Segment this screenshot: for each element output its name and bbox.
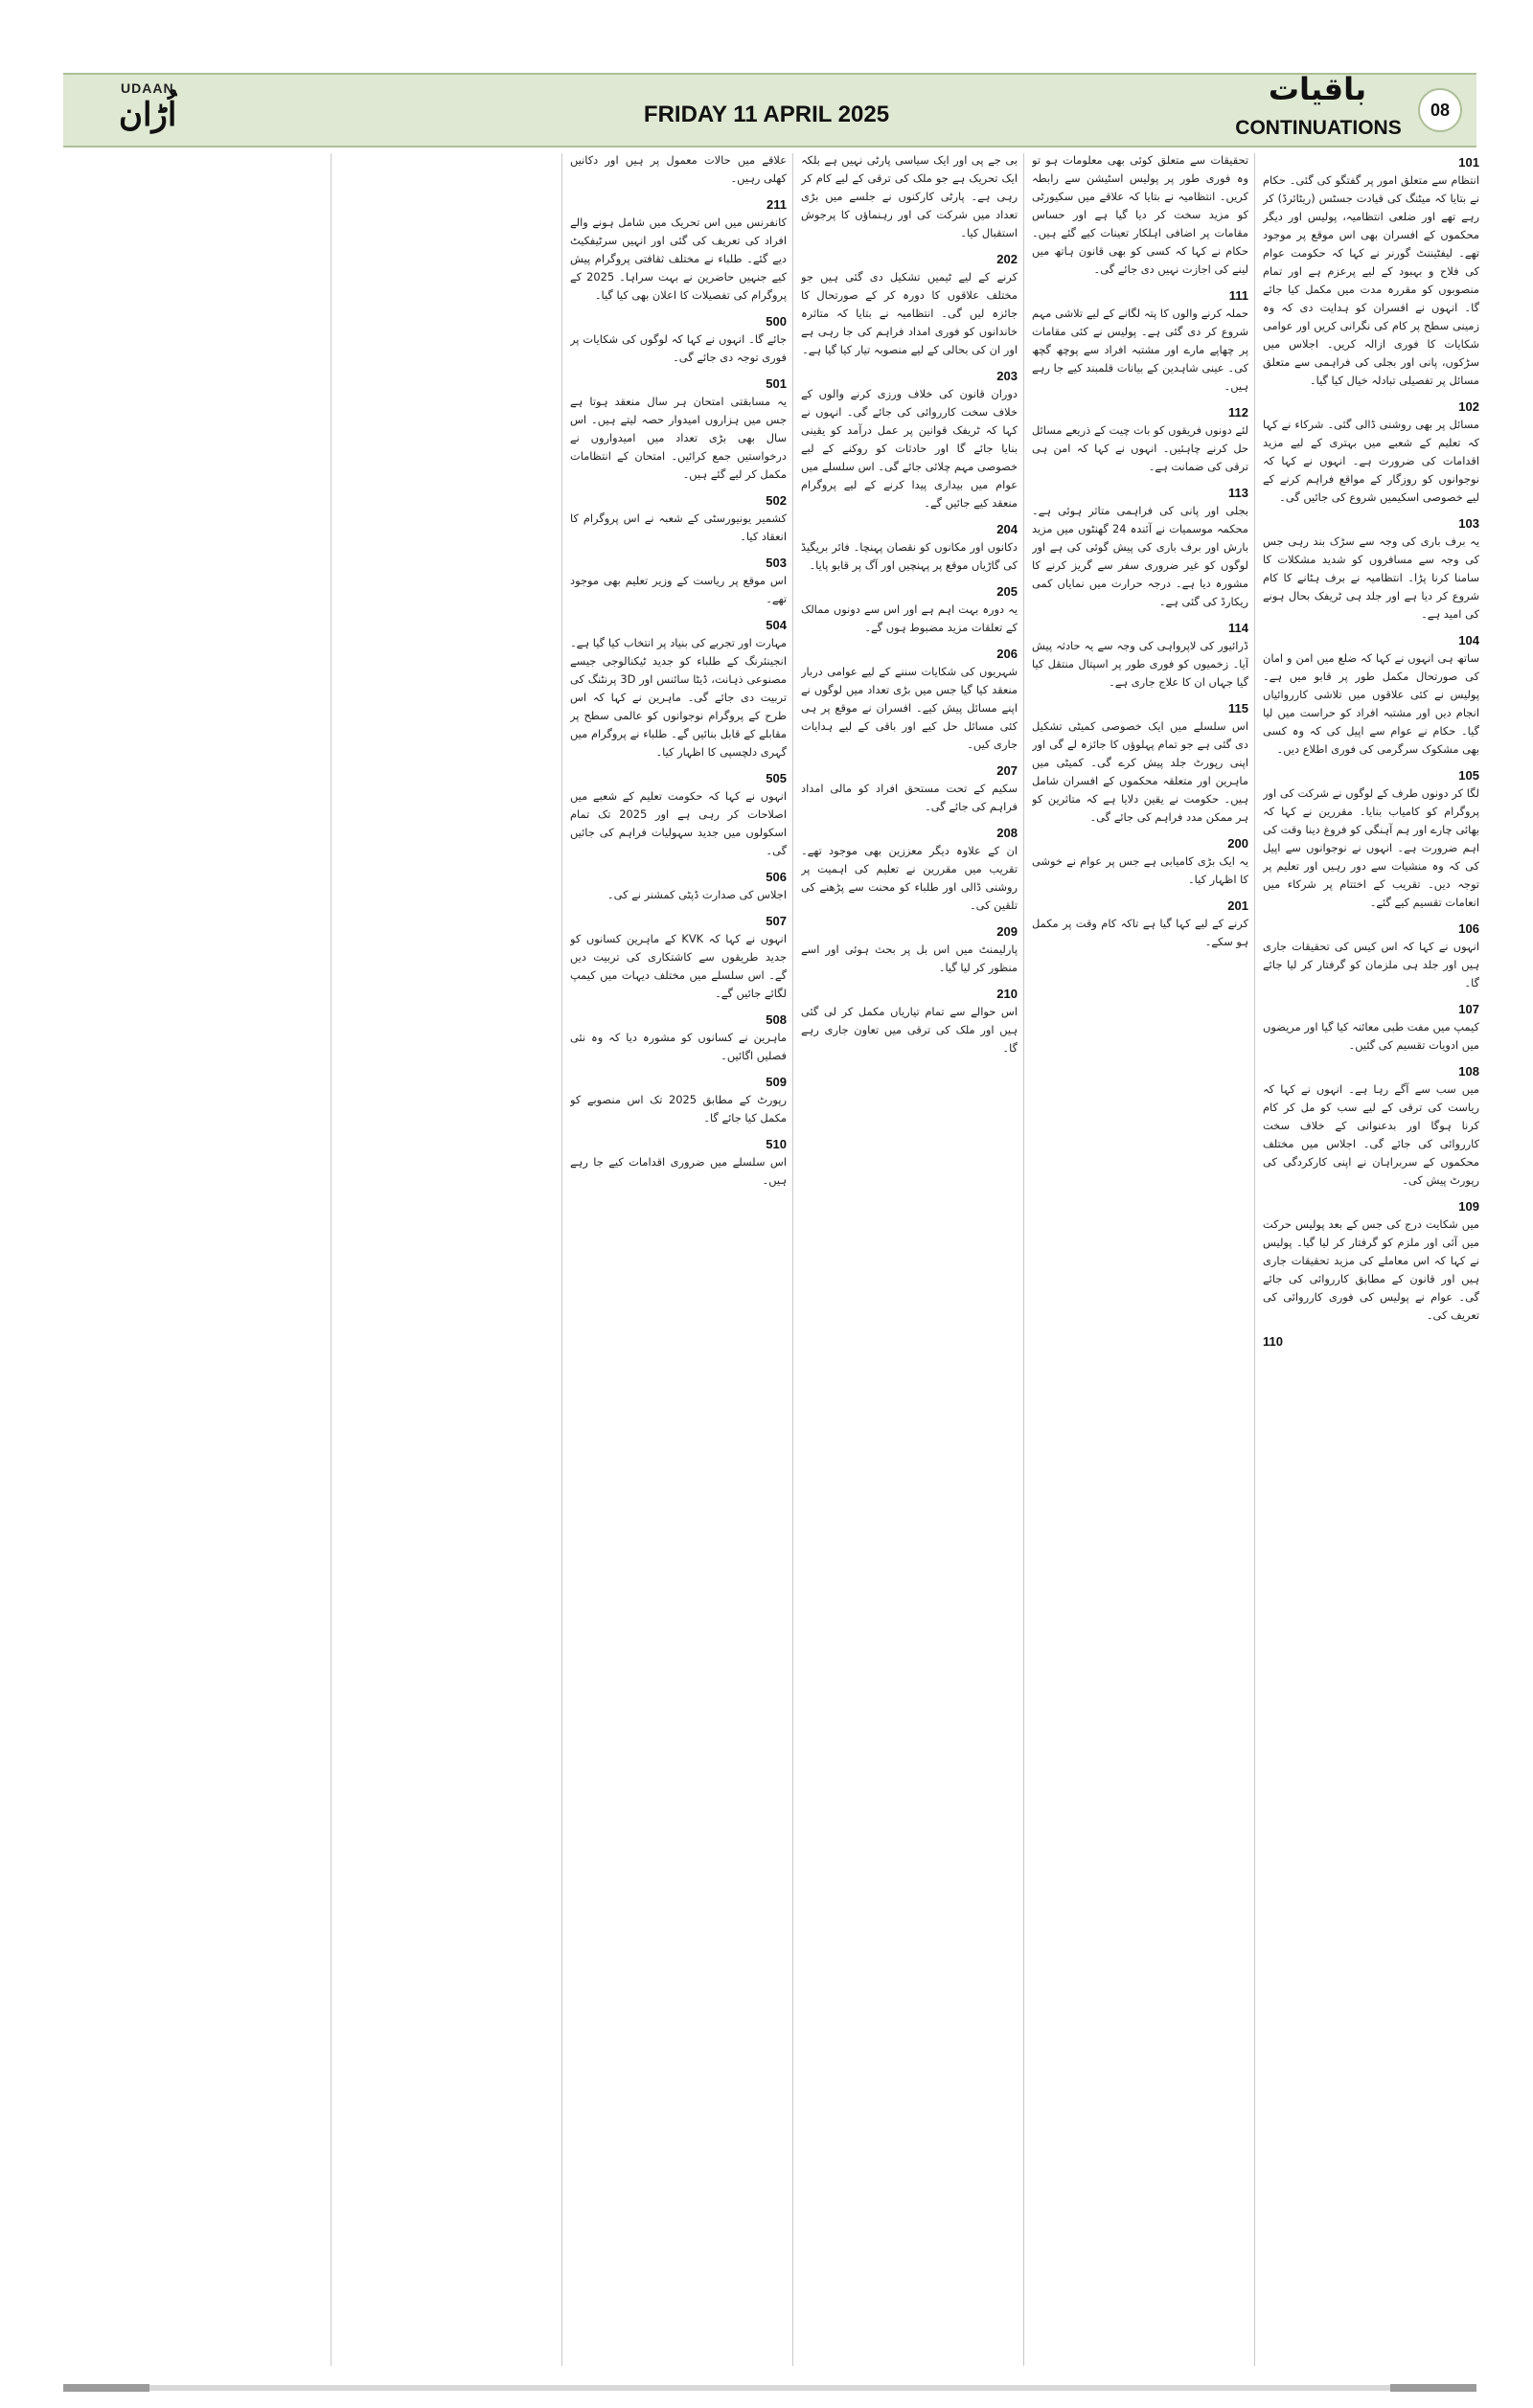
continuation-text: کرنے کے لیے ٹیمیں تشکیل دی گئی ہیں جو مختلف علاقوں کا دورہ کر کے صورتحال کا جائزہ لیں گی۔ انتظامیہ نے بتایا کہ متاثرہ خاندانوں کو فوری امداد فراہم کی جا رہی ہے اور ان کی بحالی کے لیے منصوبہ تیار کیا گیا ہے۔ (801, 270, 1018, 356)
continuation-text: اس سلسلے میں ایک خصوصی کمیٹی تشکیل دی گئی ہے جو تمام پہلوؤں کا جائزہ لے گی اور اپنی رپورٹ جلد پیش کرے گی۔ کمیٹی میں ماہرین اور متعلقہ محکموں کے افسران شامل ہیں۔ حکومت نے یقین دلایا ہے کہ متاثرین کو ہر ممکن مدد فراہم کی جائے گی۔ (1032, 719, 1248, 824)
continuation-number: 205 (996, 584, 1018, 599)
continuation-entry (801, 924, 1018, 977)
continuation-entry (1032, 486, 1248, 611)
continuation-number: 208 (996, 826, 1018, 840)
continuation-number: 507 (766, 914, 787, 928)
continuation-entry (570, 914, 787, 1003)
continuation-number: 509 (766, 1075, 787, 1089)
continuation-text: یہ مسابقتی امتحان ہر سال منعقد ہوتا ہے جس میں ہزاروں امیدوار حصہ لیتے ہیں۔ اس سال بھی بڑی تعداد میں امیدواروں نے درخواستیں جمع کرائیں۔ امتحان کے انتظامات مکمل کر لیے گئے ہیں۔ (570, 395, 787, 481)
continuation-number: 202 (996, 252, 1018, 266)
footer-rule-accent (63, 2384, 149, 2392)
text-column (801, 151, 1018, 2374)
brand-name-english: UDAAN (121, 80, 174, 96)
continuation-number: 105 (1458, 768, 1479, 783)
continuation-text: انہوں نے کہا کہ KVK کے ماہرین کسانوں کو جدید طریقوں سے کاشتکاری کی تربیت دیں گے۔ اس سلسلے میں مختلف دیہات میں کیمپ لگائے جائیں گے۔ (570, 932, 787, 1000)
section-title-english: CONTINUATIONS (1235, 117, 1402, 139)
continuation-entry (1032, 836, 1248, 889)
continuation-number: 109 (1458, 1199, 1479, 1214)
continuation-text: انہوں نے کہا کہ حکومت تعلیم کے شعبے میں اصلاحات کر رہی ہے اور 2025 تک تمام اسکولوں میں جدید سہولیات فراہم کی جائیں گی۔ (570, 789, 787, 857)
continuation-text: علاقے میں حالات معمول پر ہیں اور دکانیں کھلی رہیں۔ (570, 153, 787, 185)
continuation-text: میں شکایت درج کی جس کے بعد پولیس حرکت میں آئی اور ملزم کو گرفتار کر لیا گیا۔ پولیس نے کہا کہ اس معاملے کی مزید تحقیقات جاری ہیں اور قانون کے مطابق کارروائی کی جائے گی۔ عوام نے پولیس کی فوری کارروائی کی تعریف کی۔ (1263, 1217, 1479, 1322)
continuation-entry (801, 252, 1018, 359)
continuation-entry (570, 556, 787, 608)
continuation-entry (1032, 898, 1248, 951)
continuation-text: لگا کر دونوں طرف کے لوگوں نے شرکت کی اور پروگرام کو کامیاب بنایا۔ مقررین نے کہا کہ بھائی چارے اور ہم آہنگی کو فروغ دینا وقت کی اہم ضرورت ہے۔ انہوں نے نوجوانوں سے اپیل کی کہ وہ منشیات سے دور رہیں اور تعلیم پر توجہ دیں۔ تقریب کے اختتام پر شرکاء میں انعامات تقسیم کیے گئے۔ (1263, 786, 1479, 909)
text-column (1263, 151, 1479, 2374)
continuation-text: کانفرنس میں اس تحریک میں شامل ہونے والے افراد کی تعریف کی گئی اور انہیں سرٹیفکیٹ دیے گئے۔ طلباء نے مختلف ثقافتی پروگرام پیش کیے جنہیں حاضرین نے بہت سراہا۔ 2025 کے پروگرام کی تفصیلات کا اعلان بھی کیا گیا۔ (570, 216, 787, 302)
continuation-number: 111 (1228, 288, 1248, 303)
column-divider (792, 153, 793, 2366)
continuation-text: دکانوں اور مکانوں کو نقصان پہنچا۔ فائر بریگیڈ کی گاڑیاں موقع پر پہنچیں اور آگ پر قابو پایا۔ (801, 540, 1018, 572)
continuation-number: 210 (996, 987, 1018, 1001)
continuation-text: ان کے علاوہ دیگر معززین بھی موجود تھے۔ تقریب میں مقررین نے تعلیم کی اہمیت پر روشنی ڈالی اور طلباء کو محنت سے پڑھنے کی تلقین کی۔ (801, 844, 1018, 912)
continuation-number: 506 (766, 870, 787, 884)
continuation-entry (801, 151, 1018, 242)
continuation-number: 203 (996, 369, 1018, 383)
continuation-entry (801, 763, 1018, 816)
continuation-entry (570, 151, 787, 188)
continuation-number: 106 (1458, 921, 1479, 936)
continuation-entry (570, 618, 787, 761)
continuation-entry (570, 493, 787, 546)
continuation-entry (1263, 768, 1479, 912)
continuation-number: 201 (1227, 898, 1248, 913)
continuation-number: 108 (1458, 1064, 1479, 1079)
continuation-text: ڈرائیور کی لاپرواہی کی وجہ سے یہ حادثہ پیش آیا۔ زخمیوں کو فوری طور پر اسپتال منتقل کیا گیا جہاں ان کا علاج جاری ہے۔ (1032, 639, 1248, 689)
column-divider (561, 153, 562, 2366)
continuation-number: 501 (766, 376, 787, 391)
text-column (570, 151, 787, 2374)
text-column (1032, 151, 1248, 2374)
continuation-text: پارلیمنٹ میں اس بل پر بحث ہوئی اور اسے منظور کر لیا گیا۔ (801, 943, 1018, 974)
continuation-number: 211 (766, 197, 787, 212)
continuation-number: 101 (1458, 155, 1479, 170)
continuation-number: 503 (766, 556, 787, 570)
continuation-entry (570, 1137, 787, 1190)
continuation-number: 204 (996, 522, 1018, 536)
continuation-number: 110 (1263, 1334, 1283, 1349)
continuation-entry (1032, 621, 1248, 692)
continuation-number: 510 (766, 1137, 787, 1151)
continuation-number: 200 (1227, 836, 1248, 851)
continuation-number: 207 (996, 763, 1018, 778)
continuation-entry (570, 1012, 787, 1065)
continuation-entry (1263, 1002, 1479, 1055)
continuation-text: کرنے کے لیے کہا گیا ہے تاکہ کام وقت پر مکمل ہو سکے۔ (1032, 917, 1248, 948)
continuation-entry (570, 314, 787, 367)
continuation-number: 500 (766, 314, 787, 329)
continuation-text: یہ دورہ بہت اہم ہے اور اس سے دونوں ممالک کے تعلقات مزید مضبوط ہوں گے۔ (801, 602, 1018, 634)
continuation-entry (570, 1075, 787, 1127)
continuation-entry (1032, 701, 1248, 827)
continuation-text: اس موقع پر ریاست کے وزیر تعلیم بھی موجود تھے۔ (570, 574, 787, 605)
continuation-entry (1263, 1199, 1479, 1325)
continuation-number: 107 (1458, 1002, 1479, 1016)
continuation-number: 112 (1228, 405, 1248, 420)
continuation-text: اس حوالے سے تمام تیاریاں مکمل کر لی گئی ہیں اور ملک کی ترقی میں تعاون جاری رہے گا۔ (801, 1005, 1018, 1055)
continuation-text: تحقیقات سے متعلق کوئی بھی معلومات ہو تو وہ فوری طور پر پولیس اسٹیشن سے رابطہ کریں۔ انتظامیہ نے بتایا کہ علاقے میں سکیورٹی کو مزید سخت کر دیا گیا ہے اور حساس مقامات پر اضافی اہلکار تعینات کیے گئے ہیں۔ حکام نے کہا کہ کسی کو بھی قانون ہاتھ میں لینے کی اجازت نہیں دی جائے گی۔ (1032, 153, 1248, 276)
continuation-text: لئے دونوں فریقوں کو بات چیت کے ذریعے مسائل حل کرنے چاہئیں۔ انہوں نے کہا کہ امن ہی ترقی کی ضمانت ہے۔ (1032, 423, 1248, 473)
continuation-number: 104 (1458, 633, 1479, 647)
column-divider (1023, 153, 1024, 2366)
continuation-text: حملہ کرنے والوں کا پتہ لگانے کے لیے تلاشی مہم شروع کر دی گئی ہے۔ پولیس نے کئی مقامات پر چھاپے مارے اور مشتبہ افراد سے پوچھ گچھ کی۔ عینی شاہدین کے بیانات قلمبند کیے جا رہے ہیں۔ (1032, 307, 1248, 393)
footer-rule-accent (1390, 2384, 1476, 2392)
continuation-text: شہریوں کی شکایات سننے کے لیے عوامی دربار منعقد کیا گیا جس میں بڑی تعداد میں لوگوں نے اپنے مسائل پیش کیے۔ افسران نے موقع پر ہی کئی مسائل حل کیے اور باقی کے لیے ہدایات جاری کیں۔ (801, 665, 1018, 751)
continuation-text: رپورٹ کے مطابق 2025 تک اس منصوبے کو مکمل کیا جائے گا۔ (570, 1093, 787, 1124)
continuation-number: 505 (766, 771, 787, 785)
continuation-entry (1263, 516, 1479, 624)
continuation-text: انہوں نے کہا کہ اس کیس کی تحقیقات جاری ہیں اور جلد ہی ملزمان کو گرفتار کر لیا جائے گا۔ (1263, 940, 1479, 989)
text-column (67, 151, 324, 2374)
continuation-number: 115 (1228, 701, 1248, 716)
continuation-text: مسائل پر بھی روشنی ڈالی گئی۔ شرکاء نے کہا کہ تعلیم کے شعبے میں بہتری کے لیے مزید اقدامات کی ضرورت ہے۔ انہوں نے کہا کہ نوجوانوں کو روزگار کے مواقع فراہم کرنے کے لیے خصوصی اسکیمیں شروع کی جائیں گی۔ (1263, 418, 1479, 504)
continuation-number: 209 (996, 924, 1018, 939)
continuation-text: میں سب سے آگے رہا ہے۔ انہوں نے کہا کہ ریاست کی ترقی کے لیے سب کو مل کر کام کرنا ہوگا اور بدعنوانی کے خلاف سخت کارروائی کی جائے گی۔ اجلاس میں مختلف محکموں کے سربراہان نے اپنی کارکردگی کی رپورٹ پیش کی۔ (1263, 1082, 1479, 1187)
continuation-entry (801, 522, 1018, 575)
continuation-text: کیمپ میں مفت طبی معائنہ کیا گیا اور مریضوں میں ادویات تقسیم کی گئیں۔ (1263, 1020, 1479, 1052)
continuation-entry (801, 647, 1018, 754)
continuation-entry (1263, 399, 1479, 507)
footer-rule (63, 2385, 1476, 2391)
continuation-entry (570, 771, 787, 860)
continuation-number: 508 (766, 1012, 787, 1027)
continuation-entry (570, 870, 787, 904)
continuation-number: 103 (1458, 516, 1479, 531)
continuation-number: 113 (1228, 486, 1248, 500)
continuation-entry (1263, 633, 1479, 759)
continuation-text: مہارت اور تجربے کی بنیاد پر انتخاب کیا گیا ہے۔ انجینئرنگ کے طلباء کو جدید ٹیکنالوجی جیسے مصنوعی ذہانت، ڈیٹا سائنس اور 3D پرنٹنگ کی تربیت دی جائے گی۔ ماہرین نے کہا کہ اس طرح کے پروگرام نوجوانوں کو عالمی سطح پر مقابلے کے قابل بنائیں گے۔ طلباء نے پروگرام میں گہری دلچسپی کا اظہار کیا۔ (570, 636, 787, 759)
continuation-entry (570, 197, 787, 305)
continuation-entry (801, 826, 1018, 915)
continuation-entry (801, 369, 1018, 512)
page-number-badge: 08 (1418, 88, 1462, 132)
continuation-entry (1032, 405, 1248, 476)
continuation-entry (801, 584, 1018, 637)
continuation-text: سکیم کے تحت مستحق افراد کو مالی امداد فراہم کی جائے گی۔ (801, 782, 1018, 813)
continuation-text: دوران قانون کی خلاف ورزی کرنے والوں کے خلاف سخت کارروائی کی جائے گی۔ انہوں نے کہا کہ ٹریفک قوانین پر عمل درآمد کو یقینی بنایا جائے گا اور حادثات کو روکنے کے لیے خصوصی مہم چلائی جائے گی۔ اس سلسلے میں عوام میں بیداری پیدا کرنے کے لیے پروگرام منعقد کیے جائیں گے۔ (801, 387, 1018, 510)
continuation-text: اس سلسلے میں ضروری اقدامات کیے جا رہے ہیں۔ (570, 1155, 787, 1187)
section-title-urdu: باقیات (1268, 71, 1367, 107)
continuation-text: ساتھ ہی انہوں نے کہا کہ ضلع میں امن و امان کی صورتحال مکمل طور پر قابو میں ہے۔ پولیس نے کئی علاقوں میں تلاشی کارروائیاں انجام دیں اور مشتبہ افراد کو حراست میں لیا گیا۔ حکام نے عوام سے اپیل کی کہ وہ کسی بھی مشکوک سرگرمی کی فوری اطلاع دیں۔ (1263, 651, 1479, 756)
continuation-text: جائے گا۔ انہوں نے کہا کہ لوگوں کی شکایات پر فوری توجہ دی جائے گی۔ (570, 332, 787, 364)
column-divider (1254, 153, 1255, 2366)
brand-logo-urdu: اُڑان (119, 96, 177, 134)
continuation-text: یہ برف باری کی وجہ سے سڑک بند رہی جس کی وجہ سے مسافروں کو شدید مشکلات کا سامنا کرنا پڑا۔ انتظامیہ نے برف ہٹانے کا کام شروع کر دیا ہے اور جلد ہی ٹریفک بحال ہونے کی امید ہے۔ (1263, 534, 1479, 621)
continuation-text: ماہرین نے کسانوں کو مشورہ دیا کہ وہ نئی فصلیں اگائیں۔ (570, 1031, 787, 1062)
continuation-entry (1263, 155, 1479, 390)
continuation-entry (1032, 151, 1248, 279)
column-divider (331, 153, 332, 2366)
continuation-number: 206 (996, 647, 1018, 661)
continuation-number: 114 (1228, 621, 1248, 635)
text-column (339, 151, 556, 2374)
continuation-entry (1263, 1064, 1479, 1190)
continuation-number: 504 (766, 618, 787, 632)
continuation-entry (1263, 921, 1479, 992)
continuation-entry (801, 987, 1018, 1057)
continuation-text: بی جے پی اور ایک سیاسی پارٹی نہیں ہے بلکہ ایک تحریک ہے جو ملک کی ترقی کے لیے کام کر رہی ہے۔ پارٹی کارکنوں نے جلسے میں بڑی تعداد میں شرکت کی اور رہنماؤں کا پرجوش استقبال کیا۔ (801, 153, 1018, 239)
continuation-text: اجلاس کی صدارت ڈپٹی کمشنر نے کی۔ (606, 888, 787, 901)
continuation-text: کشمیر یونیورسٹی کے شعبہ نے اس پروگرام کا انعقاد کیا۔ (570, 511, 787, 543)
continuation-text: بجلی اور پانی کی فراہمی متاثر ہوئی ہے۔ محکمہ موسمیات نے آئندہ 24 گھنٹوں میں مزید بارش اور برف باری کی پیش گوئی کی ہے اور لوگوں کو غیر ضروری سفر سے گریز کرنے کا مشورہ دیا ہے۔ درجہ حرارت میں نمایاں کمی ریکارڈ کی گئی ہے۔ (1032, 504, 1248, 608)
continuation-number: 502 (766, 493, 787, 508)
continuation-text: انتظام سے متعلق امور پر گفتگو کی گئی۔ حکام نے بتایا کہ میٹنگ کی قیادت جسٹس (ریٹائرڈ) کر رہے تھے اور ضلعی انتظامیہ، پولیس اور دیگر محکموں کے افسران بھی اس موقع پر موجود تھے۔ لیفٹیننٹ گورنر نے کہا کہ حکومت عوام کی فلاح و بہبود کے لیے پرعزم ہے اور تمام منصوبوں کو مقررہ مدت میں مکمل کیا جائے گا۔ انہوں نے افسران کو ہدایت دی کہ وہ زمینی سطح پر کام کی نگرانی کریں اور عوامی شکایات کا فوری ازالہ کریں۔ اجلاس میں سڑکوں، پانی اور بجلی کی فراہمی سے متعلق مسائل پر تفصیلی تبادلہ خیال کیا گیا۔ (1263, 173, 1479, 387)
continuation-entry (1032, 288, 1248, 396)
continuation-text: یہ ایک بڑی کامیابی ہے جس پر عوام نے خوشی کا اظہار کیا۔ (1032, 854, 1248, 886)
issue-date: FRIDAY 11 APRIL 2025 (643, 102, 890, 127)
continuation-entry (570, 376, 787, 484)
continuation-number: 102 (1458, 399, 1479, 414)
